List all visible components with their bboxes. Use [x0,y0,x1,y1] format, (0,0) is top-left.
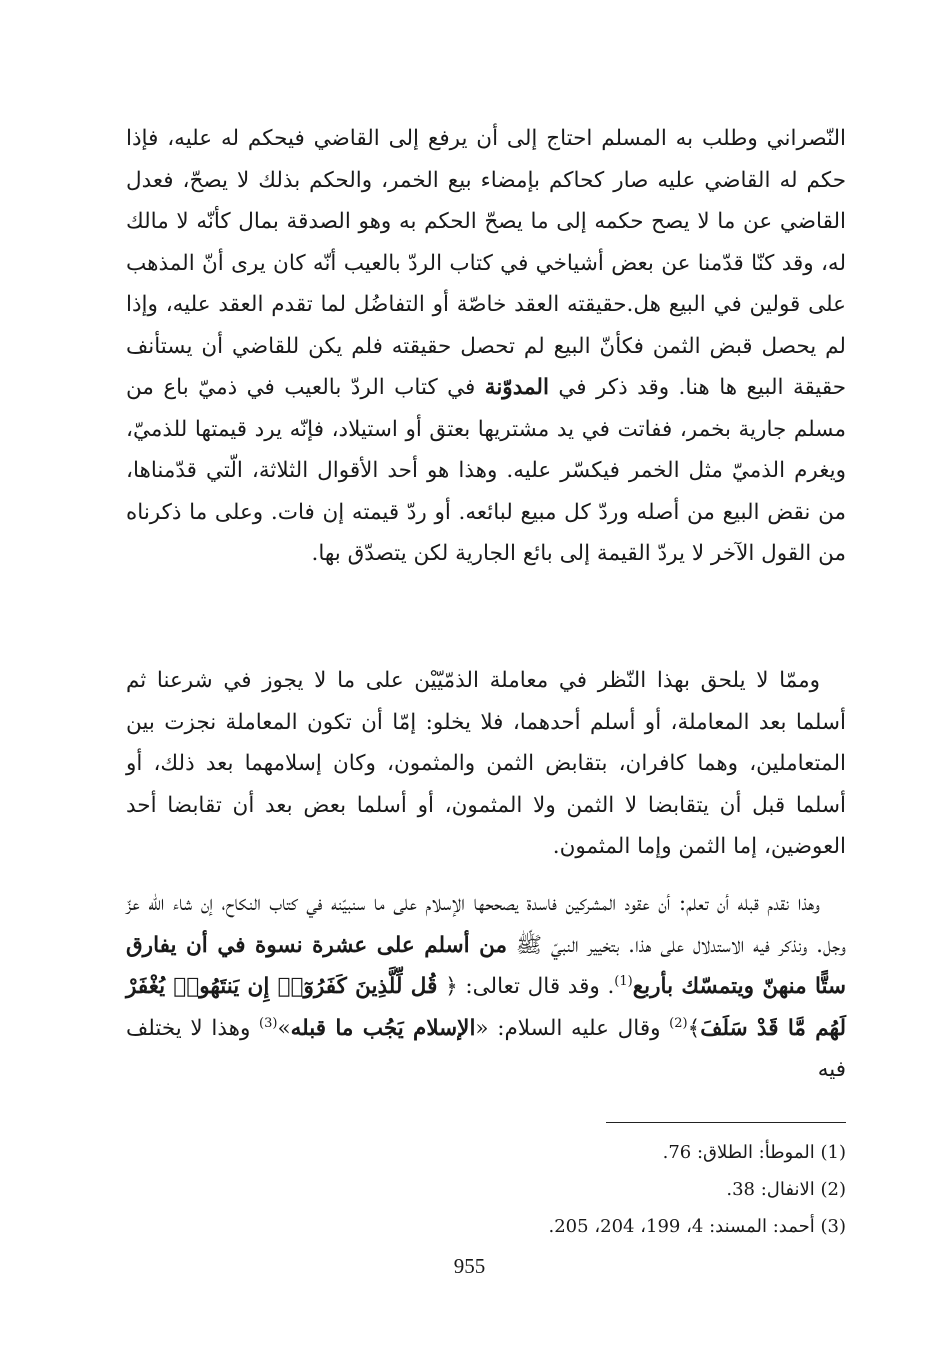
text-run: ﴾ [687,1015,701,1041]
footnote-text: الانفال: 38. [726,1179,815,1200]
text-run: وممّا لا يلحق بهذا النّظر في معاملة الذمّيّيْن على ما لا يجوز في شرعنا ثم أسلما بعد المعاملة، أو أسلم أحدهما، فلا يخلو: إمّا أن تكون المعاملة نجزت بين المتعاملين، وهما كافران، بتقابض الثمن والمثمون، وكان إسلامهما بعد ذلك، أو أسلما قبل أن يتقابضا لا الثمن ولا المثمون، أو أسلما بعض بعد أن تقابضا أحد العوضين، إما الثمن وإما المثمون. [126,668,846,859]
text-run: » [277,1015,291,1041]
footnote-3 [346,1208,846,1245]
footnote-separator [606,1122,846,1123]
emphasis-text: المدوّنة [484,375,549,400]
emphasis-text: قُل لِّلَّذِينَ كَفَرُوٓا۟ إِن يَنتَهُوا۟ يُغْفَرْ لَهُم مَّا قَدْ سَلَفَ [126,974,846,1041]
footnote-ref: (3) [259,1015,278,1031]
text-run: . وقد قال تعالى: ﴿ [437,974,615,999]
emphasis-text: الإسلام يَجُب ما قبله [290,1015,476,1041]
footnote-number: (2) [820,1179,846,1200]
footnotes [346,1134,846,1245]
text-run: وهذا لا يختلف فيه [126,1015,846,1082]
body-paragraph-1 [126,118,846,575]
footnote-ref: (2) [669,1015,688,1031]
footnote-text: أحمد: المسند: 4، 199، 204، 205. [548,1216,815,1237]
footnote-text: الموطأ: الطلاق: 76. [662,1142,815,1163]
footnote-ref: (1) [614,973,633,989]
body-paragraph-3 [126,883,846,1091]
text-run: وقال عليه السلام: « [475,1015,670,1041]
footnote-1 [346,1134,846,1171]
footnote-2 [346,1171,846,1208]
text-run: في كتاب الردّ بالعيب في ذميّ باع من مسلم جارية بخمر، ففاتت في يد مشتريها بعتق أو استيلاد، فإنّه يرد قيمتها للذميّ، ويغرم الذميّ مثل الخمر فيكسّر عليه. وهذا هو أحد الأقوال الثلاثة، الّتي قدّمناها، من نقض البيع من أصله وردّ كل مبيع لبائعه. أو ردّ قيمته إن فات. وعلى ما ذكرناه من القول الآخر لا يردّ القيمة إلى بائع الجارية لكن يتصدّق بها. [126,375,846,566]
body-paragraph-2 [126,660,846,868]
text-run: النّصراني وطلب به المسلم احتاج إلى أن يرفع إلى القاضي فيحكم له عليه، فإذا حكم له القاضي عليه صار كحاكم بإمضاء بيع الخمر، والحكم بذلك لا يصحّ، فعدل القاضي عن ما لا يصح حكمه إلى ما يصحّ الحكم به وهو الصدقة بمال كأنّه لا مالك له، وقد كنّا قدّمنا عن بعض أشياخي في كتاب الردّ بالعيب أنّه كان يرى أنّ المذهب على قولين في البيع هل.حقيقته العقد خاصّة أو التفاضُل لما تقدم العقد عليه، وإذا لم يحصل قبض الثمن فكأنّ البيع لم تحصل حقيقته فلم يكن للقاضي أن يستأنف حقيقة البيع ها هنا. وقد ذكر في [126,126,847,400]
footnote-number: (1) [820,1142,846,1163]
page-number: 955 [453,1254,486,1278]
emphasis-text: من أسلم على عشرة نسوة في أن يفارق ستًّا منهنّ ويتمسّك بأربع [126,932,847,999]
text-run: وهذا نقدم قبله أن تعلم: أن عقود المشركين فاسدة يصححها الإسلام على ما سنبيّنه في كتاب النكاح، إن شاء الله عزّ وجل. ونذكر فيه الاستدلال على هذا. بتخيير النبيّ ﷺ [126,891,846,958]
footnote-number: (3) [820,1216,846,1237]
